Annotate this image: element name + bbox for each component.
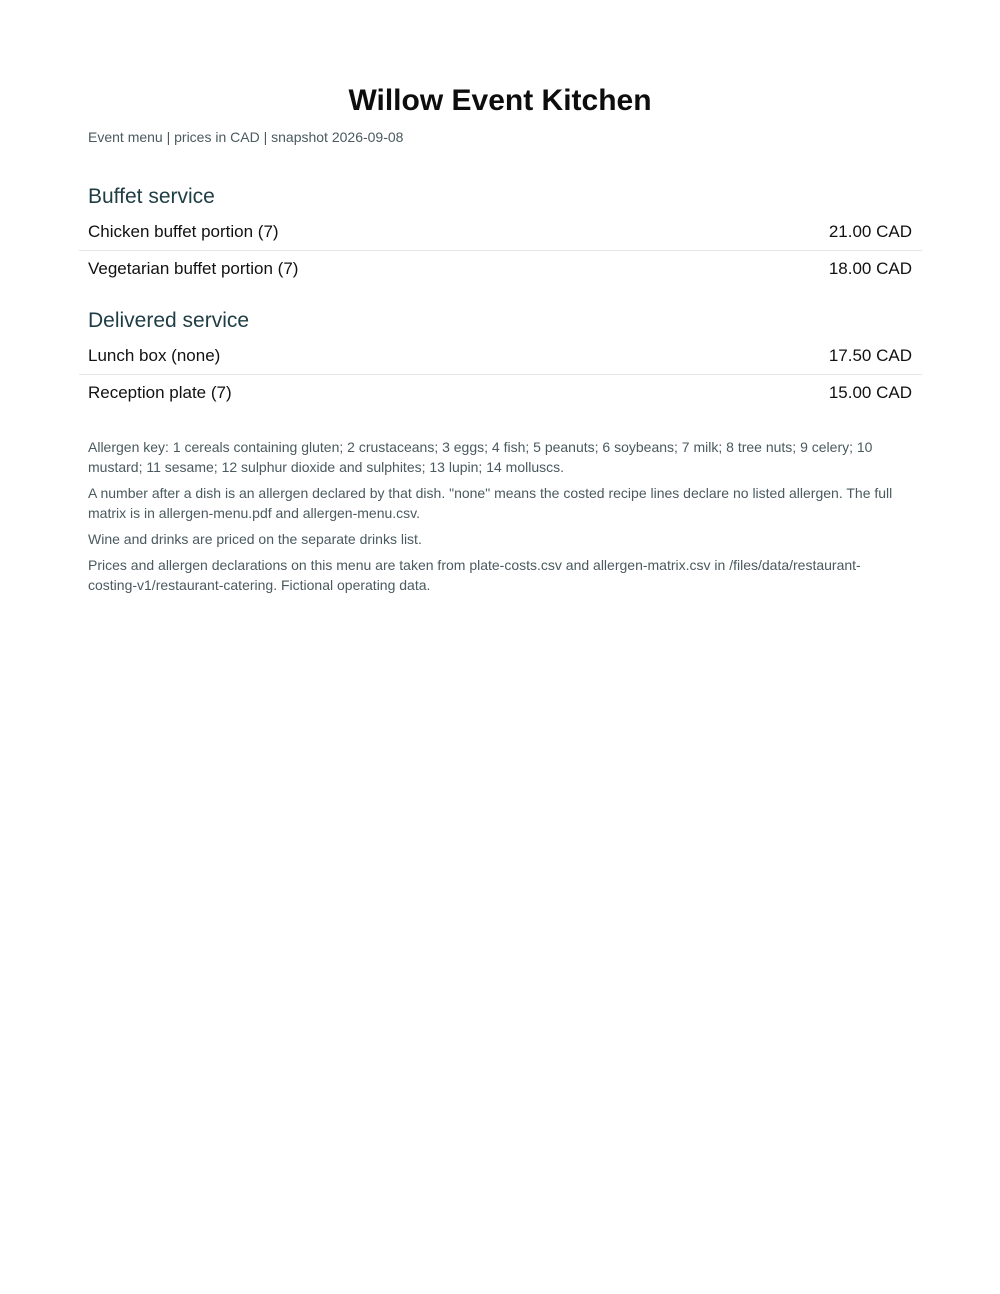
section-title: Buffet service bbox=[88, 185, 215, 208]
menu-item bbox=[79, 374, 922, 411]
menu-item bbox=[79, 214, 922, 250]
menu-item-price: 15.00 CAD bbox=[828, 383, 912, 402]
allergen-explanation-note: A number after a dish is an allergen declared by that dish. "none" means the costed recipe lines declare no listed allergen. The full matrix is in allergen-menu.pdf and allergen-menu.csv. bbox=[88, 485, 893, 521]
menu-item-list bbox=[79, 214, 922, 287]
page-title: Willow Event Kitchen bbox=[348, 84, 652, 117]
page-subtitle: Event menu | prices in CAD | snapshot 2026-09-08 bbox=[88, 129, 404, 145]
menu-item bbox=[79, 250, 922, 287]
menu-item-price: 18.00 CAD bbox=[828, 259, 912, 278]
menu-item-name: Reception plate (7) bbox=[88, 383, 232, 402]
menu-item-name: Lunch box (none) bbox=[88, 346, 221, 365]
section-title: Delivered service bbox=[88, 309, 250, 332]
menu-item-name: Chicken buffet portion (7) bbox=[88, 222, 279, 241]
menu-item-name: Vegetarian buffet portion (7) bbox=[88, 259, 299, 278]
allergen-key-note: Allergen key: 1 cereals containing gluten; 2 crustaceans; 3 eggs; 4 fish; 5 peanuts; 6 soybeans; 7 milk; 8 tree nuts; 9 celery; 10 mustard; 11 sesame; 12 sulphur dioxide and sulphites; 13 lupin; 14 molluscs. bbox=[88, 439, 873, 475]
menu-item-price: 17.50 CAD bbox=[828, 346, 912, 365]
source-note: Prices and allergen declarations on this menu are taken from plate-costs.csv and allergen-matrix.csv in /files/data/restaurant-costing-v1/restaurant-catering. Fictional operating data. bbox=[88, 557, 861, 593]
menu-item-list bbox=[79, 338, 922, 411]
menu-item-price: 21.00 CAD bbox=[828, 222, 912, 241]
section-delivered-service bbox=[79, 308, 922, 411]
menu-item bbox=[79, 338, 922, 374]
drinks-note: Wine and drinks are priced on the separate drinks list. bbox=[88, 531, 422, 547]
section-buffet-service bbox=[79, 184, 922, 287]
menu-notes bbox=[88, 437, 908, 601]
